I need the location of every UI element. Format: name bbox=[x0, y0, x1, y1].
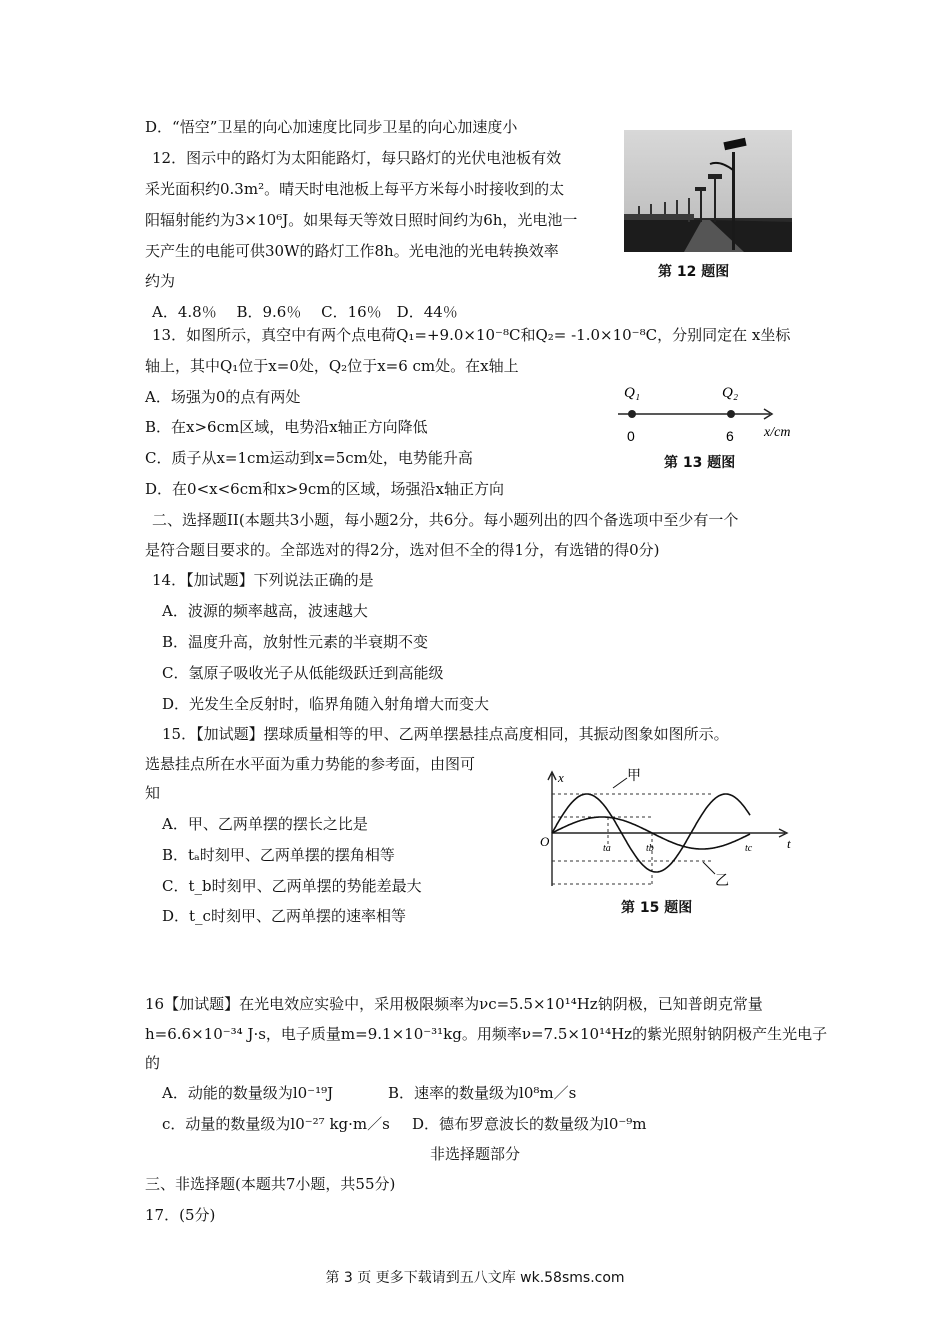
q16-line-1: 16【加试题】在光电效应实验中，采用极限频率为νc=5.5×10¹⁴Hz钠阴极，已知普朗克常量 bbox=[145, 995, 763, 1013]
q13-option-d: D．在0<x<6cm和x>9cm的区域，场强沿x轴正方向 bbox=[145, 480, 504, 498]
q15-line-2: 选悬挂点所在水平面为重力势能的参考面，由图可 bbox=[145, 755, 476, 773]
q13-line-2: 轴上，其中Q₁位于x=0处，Q₂位于x=6 cm处。在x轴上 bbox=[145, 357, 519, 375]
q16-option-b: B．速率的数量级为l0⁸m／s bbox=[388, 1084, 577, 1102]
label-t: t bbox=[787, 836, 791, 851]
q16-option-d: D．德布罗意波长的数量级为l0⁻⁹m bbox=[412, 1115, 647, 1133]
q16-line-2: h=6.6×10⁻³⁴ J·s，电子质量m=9.1×10⁻³¹kg。用频率ν=7.5×10¹⁴Hz的紫光照射钠阴极产生光电子 bbox=[145, 1025, 828, 1043]
q12-line-5: 约为 bbox=[145, 272, 176, 290]
q12-line-2: 采光面积约0.3m²。晴天时电池板上每平方米每小时接收到的太 bbox=[145, 180, 565, 198]
section2-line-1: 二、选择题II(本题共3小题，每小题2分，共6分。每小题列出的四个备选项中至少有一个 bbox=[152, 511, 739, 529]
charge-q1-dot bbox=[628, 410, 636, 418]
label-jia: 甲 bbox=[627, 768, 641, 784]
q14-option-a: A．波源的频率越高，波速越大 bbox=[162, 602, 368, 620]
q13-caption: 第 13 题图 bbox=[664, 455, 736, 471]
label-yi: 乙 bbox=[715, 873, 729, 889]
axis-label: x/cm bbox=[764, 425, 791, 440]
q13-option-c: C．质子从x=1cm运动到x=5cm处，电势能升高 bbox=[145, 449, 473, 467]
q16-line-3: 的 bbox=[145, 1054, 161, 1072]
tick-zero: 0 bbox=[627, 428, 635, 444]
q15-option-b: B．tₐ时刻甲、乙两单摆的摆角相等 bbox=[162, 846, 395, 864]
q15-option-d: D．t_c时刻甲、乙两单摆的速率相等 bbox=[162, 907, 406, 925]
label-tc: tc bbox=[745, 843, 753, 854]
section2-line-2: 是符合题目要求的。全部选对的得2分，选对但不全的得1分，有选错的得0分) bbox=[145, 541, 660, 559]
q12-line-3: 阳辐射能约为3×10⁶J。如果每天等效日照时间约为6h，光电池一 bbox=[145, 211, 578, 229]
q13-option-b: B．在x>6cm区域，电势沿x轴正方向降低 bbox=[145, 418, 428, 436]
label-o: O bbox=[540, 834, 550, 849]
q17-heading: 17．(5分) bbox=[145, 1206, 216, 1224]
q12-line-4: 天产生的电能可供30W的路灯工作8h。光电池的光电转换效率 bbox=[145, 242, 559, 260]
charge-q2-dot bbox=[727, 410, 735, 418]
q12-options: A．4.8％ B．9.6％ C．16％ D．44％ bbox=[152, 303, 458, 321]
q15-option-c: C．t_b时刻甲、乙两单摆的势能差最大 bbox=[162, 877, 422, 895]
q14-option-d: D．光发生全反射时，临界角随入射角增大而变大 bbox=[162, 695, 490, 713]
q15-option-a: A．甲、乙两单摆的摆长之比是 bbox=[162, 815, 368, 833]
q11-option-d: D．“悟空”卫星的向心加速度比同步卫星的向心加速度小 bbox=[145, 118, 518, 136]
q12-caption: 第 12 题图 bbox=[658, 264, 730, 280]
label-q2: Q₂ bbox=[722, 385, 739, 401]
label-tb: tb bbox=[646, 843, 654, 854]
q16-option-a: A．动能的数量级为l0⁻¹⁹J bbox=[162, 1084, 334, 1102]
page-footer: 第 3 页 更多下载请到五八文库 wk.58sms.com bbox=[325, 1270, 625, 1286]
tick-six: 6 bbox=[726, 428, 734, 444]
q15-oscillation-figure bbox=[535, 766, 797, 892]
nonchoice-heading: 非选择题部分 bbox=[429, 1145, 520, 1163]
label-x: x bbox=[558, 770, 564, 785]
q14-stem: 14．【加试题】下列说法正确的是 bbox=[152, 571, 374, 589]
section3-heading: 三、非选择题(本题共7小题，共55分) bbox=[145, 1175, 396, 1193]
q13-axis-figure bbox=[612, 378, 802, 446]
q13-option-a: A．场强为0的点有两处 bbox=[145, 388, 301, 406]
q15-caption: 第 15 题图 bbox=[621, 900, 693, 916]
q15-line-1: 15．【加试题】摆球质量相等的甲、乙两单摆悬挂点高度相同，其振动图象如图所示。 bbox=[162, 725, 729, 743]
q16-option-c: c．动量的数量级为l0⁻²⁷ kg·m／s bbox=[162, 1115, 390, 1133]
q12-line-1: 12．图示中的路灯为太阳能路灯，每只路灯的光伏电池板有效 bbox=[152, 149, 562, 167]
q14-option-b: B．温度升高，放射性元素的半衰期不变 bbox=[162, 633, 429, 651]
q14-option-c: C．氢原子吸收光子从低能级跃迁到高能级 bbox=[162, 664, 444, 682]
label-ta: ta bbox=[603, 843, 611, 854]
q15-line-3: 知 bbox=[145, 784, 161, 802]
label-q1: Q₁ bbox=[624, 385, 641, 401]
q13-line-1: 13．如图所示，真空中有两个点电荷Q₁=+9.0×10⁻⁸C和Q₂= -1.0×10⁻⁸C，分别同定在 x坐标 bbox=[152, 326, 791, 344]
street-lamp-photo bbox=[624, 130, 792, 252]
